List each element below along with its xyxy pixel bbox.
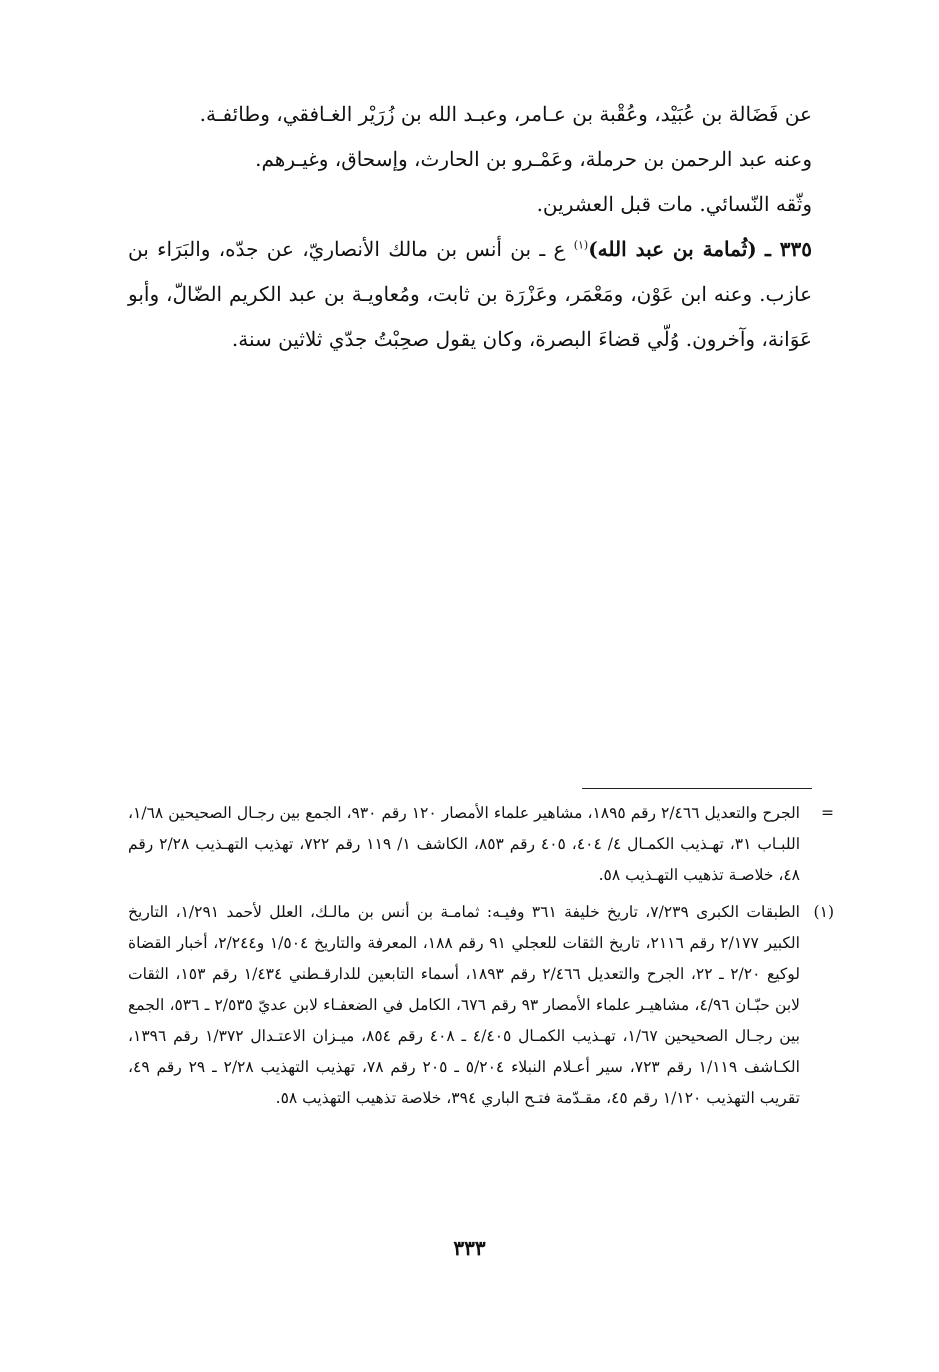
footnote-text: الجرح والتعديل ٢/٤٦٦ رقم ١٨٩٥، مشاهير علماء الأمصار ١٢٠ رقم ٩٣٠، الجمع بين رجـال الصحيحين ١/٦٨، اللبـاب ٣١، تهـذيب الكمـال ٤/ ٤٠٤، ٤٠٥ رقم ٨٥٣، الكاشف ١/ ١١٩ رقم ٧٢٢، تهذيب التهـذيب ٢/٢٨ رقم ٤٨، خلاصـة تذهيب التهـذيب ٥٨. [128,804,801,884]
text-line-2: وعنه عبد الرحمن بن حرملة، وعَمْـرو بن الحارث، وإسحاق، وغيـرهم. [255,147,812,171]
footnote-mark: (١) [813,903,834,921]
text-line-1: عن فَضَالة بن عُبَيْد، وعُقْبة بن عـامر، وعبـد الله بن زُرَيْر الغـافقي، وطائفـة. [199,102,812,126]
main-text [128,92,812,362]
footnote-separator [582,788,812,789]
footnote-mark: = [821,804,834,822]
footnote-continuation [128,798,834,891]
text-line-3: وثّقه النّسائي. مات قبل العشرين. [536,192,812,216]
biography-entry [128,227,812,362]
footnotes [128,798,834,1120]
page-number: ٣٣٣ [453,1236,486,1260]
footnote-reference: (١) [573,238,589,252]
entry-name: (ثُمامة بن عبد الله) [588,237,757,261]
footnote-1 [128,897,834,1114]
entry-number: ٣٣٥ ـ [765,237,813,261]
footnote-text: الطبقات الكبرى ٧/٢٣٩، تاريخ خليفة ٣٦١ وفيـه: ثمامـة بن أنس بن مالـك، العلل لأحمد ١/٢٩١، التاريخ الكبير ٢/١٧٧ رقم ٢١١٦، تاريخ الثقات للعجلي ٩١ رقم ١٨٨، المعرفة والتاريخ ١/٥٠٤ و٢/٢٤٤، أخبار القضاة لوكيع ٢/٢٠ ـ ٢٢، الجرح والتعديل ٢/٤٦٦ رقم ١٨٩٣، أسماء التابعين للدارقـطني ١/٤٣٤ رقم ١٥٣، الثقات لابن حبّـان ٤/٩٦، مشاهيـر علماء الأمصار ٩٣ رقم ٦٧٦، الكامل في الضعفـاء لابن عديّ ٢/٥٣٥ ـ ٥٣٦، الجمع بين رجـال الصحيحين ١/٦٧، تهـذيب الكمـال ٤/٤٠٥ ـ ٤٠٨ رقم ٨٥٤، ميـزان الاعتـدال ١/٣٧٢ رقم ١٣٩٦، الكـاشف ١/١١٩ رقم ٧٢٣، سير أعـلام النبلاء ٥/٢٠٤ ـ ٢٠٥ رقم ٧٨، تهذيب التهذيب ٢/٢٨ ـ ٢٩ رقم ٤٩، تقريب التهذيب ١/١٢٠ رقم ٤٥، مقـدّمة فتـح الباري ٣٩٤، خلاصة تذهيب التهذيب ٥٨. [128,903,801,1107]
entry-text: ع ـ بن أنس بن مالك الأنصاريّ، عن جدّه، والبَرَاء بن عازب. وعنه ابن عَوْن، ومَعْمَر، وعَزْرَة بن ثابت، ومُعاويـة بن عبد الكريم الضّالّ، وأبو عَوَانة، وآخرون. وُلّي قضاءَ البصرة، وكان يقول صحِبْتُ جدّي ثلاثين سنة. [128,237,812,351]
